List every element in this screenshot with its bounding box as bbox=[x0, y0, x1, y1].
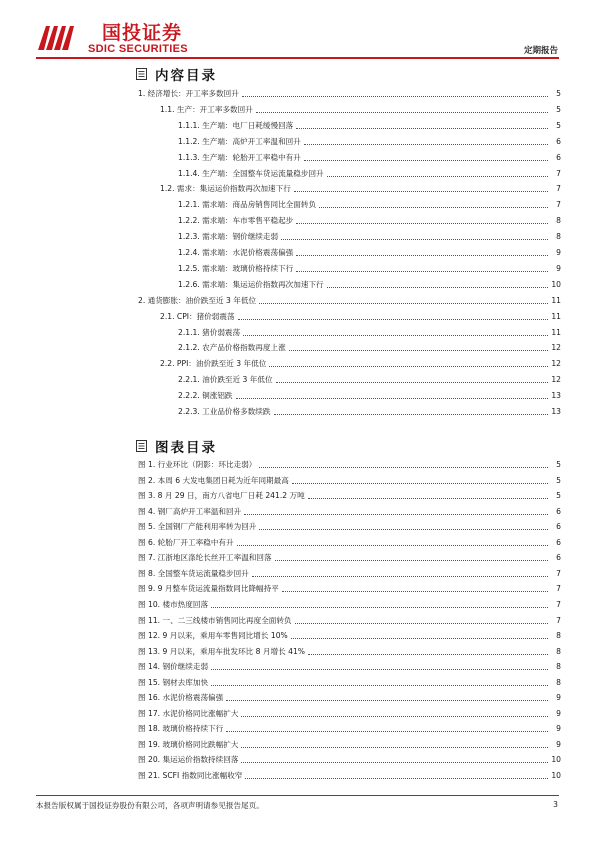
figure-entry-label: 图 8. 全国整车货运流量稳步回升 bbox=[138, 568, 249, 578]
figure-entry-label: 图 21. SCFI 指数同比涨幅收窄 bbox=[138, 771, 243, 780]
toc-entry-page: 13 bbox=[551, 407, 561, 416]
toc-entry-page: 5 bbox=[556, 104, 561, 114]
sdic-logo-icon bbox=[36, 20, 76, 54]
figure-entry-page: 6 bbox=[556, 506, 561, 516]
figure-entry-label: 图 9. 9 月整车货运流量指数同比降幅持平 bbox=[138, 584, 279, 594]
toc-entry-label: 2.2.1. 油价跌至近 3 年低位 bbox=[178, 375, 273, 385]
figure-entry[interactable] bbox=[138, 739, 561, 751]
figure-entry[interactable] bbox=[138, 475, 561, 487]
toc-leader-dots bbox=[243, 335, 548, 336]
figure-entry[interactable] bbox=[138, 583, 561, 595]
figure-leader-dots bbox=[211, 607, 548, 608]
toc-entry-label: 1.1. 生产：开工率多数回升 bbox=[160, 104, 253, 114]
toc-entry-label: 1.2.4. 需求端：水泥价格震荡偏强 bbox=[178, 248, 294, 257]
figure-entry[interactable] bbox=[138, 552, 561, 564]
toc-entry[interactable] bbox=[138, 358, 561, 370]
toc-section-title: 内容目录 bbox=[155, 68, 217, 84]
toc-entry-page: 6 bbox=[556, 152, 561, 162]
figure-entry-label: 图 14. 钢价继续走弱 bbox=[138, 662, 209, 672]
chart-list-icon bbox=[136, 440, 147, 452]
figure-entry[interactable] bbox=[138, 677, 561, 689]
figure-entry[interactable] bbox=[138, 537, 561, 549]
toc-entry-page: 12 bbox=[551, 375, 561, 385]
figure-entry-page: 8 bbox=[556, 631, 561, 641]
figure-section-header bbox=[136, 436, 217, 456]
figure-entry-page: 7 bbox=[556, 584, 561, 594]
toc-entry-label: 2.2.2. 铜涨铝跌 bbox=[178, 391, 233, 401]
toc-entry[interactable] bbox=[138, 136, 561, 148]
toc-leader-dots bbox=[304, 160, 548, 161]
figure-leader-dots bbox=[259, 467, 548, 468]
figure-leader-dots bbox=[295, 623, 548, 624]
figure-entry[interactable] bbox=[138, 568, 561, 580]
toc-entry[interactable] bbox=[138, 88, 561, 100]
footer-divider bbox=[36, 795, 559, 796]
toc-entry[interactable] bbox=[138, 374, 561, 386]
figure-entry-page: 5 bbox=[556, 460, 561, 469]
toc-section-header bbox=[136, 64, 217, 84]
toc-entry-page: 7 bbox=[556, 168, 561, 178]
toc-leader-dots bbox=[289, 350, 548, 351]
toc-entry[interactable] bbox=[138, 104, 561, 116]
toc-entry-label: 1.2.5. 需求端：玻璃价格持续下行 bbox=[178, 263, 294, 273]
figure-entry[interactable] bbox=[138, 521, 561, 533]
footer-disclaimer: 本报告版权属于国投证券股份有限公司，各项声明请参见报告尾页。 bbox=[36, 801, 264, 810]
toc-entry-label: 1.2.3. 需求端：钢价继续走弱 bbox=[178, 232, 279, 242]
toc-leader-dots bbox=[276, 382, 548, 383]
figure-entry-page: 6 bbox=[556, 553, 561, 563]
toc-entry[interactable] bbox=[138, 247, 561, 259]
figure-leader-dots bbox=[308, 498, 548, 499]
figure-entry-page: 9 bbox=[556, 693, 561, 703]
figure-entry-label: 图 10. 楼市热度回落 bbox=[138, 599, 209, 609]
figure-entry[interactable] bbox=[138, 723, 561, 735]
figure-entry-label: 图 13. 9 月以来，乘用车批发环比 8 月增长 41% bbox=[138, 646, 306, 656]
toc-leader-dots bbox=[259, 303, 548, 304]
toc-entry-label: 1.1.4. 生产端：全国整车货运流量稳步回升 bbox=[178, 168, 324, 178]
toc-entry-page: 10 bbox=[551, 279, 561, 289]
toc-entry-label: 2.2. PPI：油价跌至近 3 年低位 bbox=[160, 359, 267, 369]
figure-leader-dots bbox=[245, 778, 548, 779]
toc-entry-page: 13 bbox=[551, 391, 561, 401]
toc-leader-dots bbox=[296, 255, 548, 256]
toc-entry-page: 8 bbox=[556, 216, 561, 226]
toc-entry-label: 2. 通货膨胀：油价跌至近 3 年低位 bbox=[138, 295, 257, 305]
figure-entry-page: 9 bbox=[556, 739, 561, 749]
toc-entry-label: 2.1.2. 农产品价格指数再度上涨 bbox=[178, 343, 286, 353]
toc-entry[interactable] bbox=[138, 183, 561, 195]
figure-entry-page: 8 bbox=[556, 646, 561, 656]
company-logo bbox=[36, 18, 206, 58]
toc-entry-label: 1.1.3. 生产端：轮胎开工率稳中有升 bbox=[178, 152, 301, 162]
figure-leader-dots bbox=[211, 685, 548, 686]
figure-leader-dots bbox=[275, 560, 548, 561]
figure-entry[interactable] bbox=[138, 646, 561, 658]
figure-entry[interactable] bbox=[138, 599, 561, 611]
figure-leader-dots bbox=[226, 731, 548, 732]
figure-entry-page: 6 bbox=[556, 537, 561, 547]
toc-entry-label: 2.2.3. 工业品价格多数续跌 bbox=[178, 407, 271, 416]
figure-entry-label: 图 11. 一、二三线楼市销售同比再度全面转负 bbox=[138, 615, 292, 625]
toc-entry-page: 8 bbox=[556, 232, 561, 242]
toc-leader-dots bbox=[327, 287, 548, 288]
toc-leader-dots bbox=[274, 414, 549, 415]
figure-leader-dots bbox=[282, 591, 548, 592]
figure-entry[interactable] bbox=[138, 506, 561, 518]
toc-entry[interactable] bbox=[138, 342, 561, 354]
figure-entry[interactable] bbox=[138, 708, 561, 720]
figure-entry[interactable] bbox=[138, 770, 561, 782]
figure-entry-page: 8 bbox=[556, 662, 561, 672]
toc-entry[interactable] bbox=[138, 406, 561, 418]
figure-leader-dots bbox=[241, 762, 548, 763]
toc-leader-dots bbox=[242, 96, 548, 97]
figure-entry-label: 图 15. 钢材去库加快 bbox=[138, 677, 209, 687]
toc-entry[interactable] bbox=[138, 311, 561, 323]
toc-entry-page: 11 bbox=[551, 295, 561, 305]
figure-leader-dots bbox=[244, 514, 548, 515]
toc-entry-label: 1.1.1. 生产端：电厂日耗缓慢回落 bbox=[178, 120, 294, 130]
figure-leader-dots bbox=[226, 700, 548, 701]
figure-entry-page: 9 bbox=[556, 724, 561, 734]
document-list-icon bbox=[136, 68, 147, 80]
toc-entry-page: 11 bbox=[551, 327, 561, 337]
toc-entry[interactable] bbox=[138, 168, 561, 180]
toc-leader-dots bbox=[256, 112, 548, 113]
figure-entry-label: 图 4. 钢厂高炉开工率温和回升 bbox=[138, 506, 242, 516]
toc-entry-page: 9 bbox=[556, 248, 561, 257]
figure-entry-page: 8 bbox=[556, 677, 561, 687]
toc-entry-page: 9 bbox=[556, 263, 561, 273]
figure-entry-label: 图 17. 水泥价格同比涨幅扩大 bbox=[138, 708, 239, 718]
toc-entry-label: 2.1. CPI：猪价弱震荡 bbox=[160, 311, 235, 321]
toc-entry-page: 12 bbox=[551, 343, 561, 353]
figure-entry-page: 7 bbox=[556, 599, 561, 609]
figure-entry[interactable] bbox=[138, 459, 561, 471]
report-type-label: 定期报告 bbox=[523, 46, 558, 56]
figure-entry-page: 7 bbox=[556, 615, 561, 625]
toc-leader-dots bbox=[296, 223, 548, 224]
figure-entry-label: 图 3. 8 月 29 日，南方八省电厂日耗 241.2 万吨 bbox=[138, 491, 305, 501]
figure-entry-label: 图 1. 行业环比（阴影：环比走弱） bbox=[138, 460, 257, 469]
toc-entry-label: 1.2.1. 需求端：商品房销售同比全面转负 bbox=[178, 200, 317, 210]
figure-leader-dots bbox=[237, 545, 548, 546]
figure-section-title: 图表目录 bbox=[155, 440, 217, 456]
figure-entry-label: 图 16. 水泥价格震荡偏强 bbox=[138, 693, 224, 703]
figure-entry-page: 10 bbox=[551, 771, 561, 780]
figure-leader-dots bbox=[211, 669, 548, 670]
toc-entry-label: 1.1.2. 生产端：高炉开工率温和回升 bbox=[178, 136, 301, 146]
toc-entry-page: 7 bbox=[556, 200, 561, 210]
toc-leader-dots bbox=[269, 366, 548, 367]
toc-entry[interactable] bbox=[138, 279, 561, 291]
figure-entry-label: 图 7. 江浙地区涤纶长丝开工率温和回落 bbox=[138, 553, 272, 563]
page-header bbox=[0, 0, 595, 62]
toc-entry[interactable] bbox=[138, 215, 561, 227]
figure-entry-label: 图 6. 轮胎厂开工率稳中有升 bbox=[138, 537, 234, 547]
figure-entry-page: 5 bbox=[556, 491, 561, 501]
toc-leader-dots bbox=[236, 398, 548, 399]
toc-leader-dots bbox=[296, 128, 548, 129]
toc-entry[interactable] bbox=[138, 120, 561, 132]
figure-entry[interactable] bbox=[138, 630, 561, 642]
figure-leader-dots bbox=[308, 654, 548, 655]
figure-entry-page: 5 bbox=[556, 475, 561, 485]
toc-entry-label: 1. 经济增长：开工率多数回升 bbox=[138, 89, 239, 98]
figure-entry-page: 9 bbox=[556, 708, 561, 718]
figure-leader-dots bbox=[241, 747, 548, 748]
figure-entry[interactable] bbox=[138, 490, 561, 502]
toc-entry[interactable] bbox=[138, 327, 561, 339]
toc-entry-page: 12 bbox=[551, 359, 561, 369]
toc-entry-page: 7 bbox=[556, 184, 561, 194]
figure-entry-label: 图 2. 本周 6 大发电集团日耗为近年同期最高 bbox=[138, 475, 289, 485]
figure-leader-dots bbox=[252, 576, 548, 577]
toc-entry[interactable] bbox=[138, 199, 561, 211]
figure-entry-label: 图 20. 集运运价指数持续回落 bbox=[138, 755, 239, 765]
figure-entry-page: 7 bbox=[556, 568, 561, 578]
logo-chinese-name: 国投证券 bbox=[102, 22, 183, 44]
figure-leader-dots bbox=[259, 529, 548, 530]
toc-entry-label: 1.2.6. 需求端：集运运价指数再次加速下行 bbox=[178, 279, 324, 289]
toc-entry-label: 1.2.2. 需求端：车市零售平稳起步 bbox=[178, 216, 294, 226]
logo-english-name: SDIC SECURITIES bbox=[88, 43, 188, 55]
figure-entry-label: 图 18. 玻璃价格持续下行 bbox=[138, 724, 224, 734]
figure-entry[interactable] bbox=[138, 615, 561, 627]
toc-entry[interactable] bbox=[138, 231, 561, 243]
toc-leader-dots bbox=[281, 239, 548, 240]
figure-entry-label: 图 5. 全国钢厂产能利用率转为回升 bbox=[138, 522, 257, 532]
figure-entry-page: 6 bbox=[556, 522, 561, 532]
toc-leader-dots bbox=[304, 144, 548, 145]
figure-entry-label: 图 19. 玻璃价格同比跌幅扩大 bbox=[138, 739, 239, 749]
toc-leader-dots bbox=[319, 207, 548, 208]
toc-leader-dots bbox=[327, 176, 548, 177]
toc-leader-dots bbox=[238, 319, 548, 320]
toc-entry-label: 2.1.1. 猪价弱震荡 bbox=[178, 327, 241, 337]
figure-leader-dots bbox=[291, 638, 548, 639]
figure-entry-page: 10 bbox=[551, 755, 561, 765]
toc-leader-dots bbox=[294, 191, 548, 192]
figure-leader-dots bbox=[241, 716, 548, 717]
figure-entry[interactable] bbox=[138, 692, 561, 704]
toc-entry[interactable] bbox=[138, 152, 561, 164]
toc-entry-page: 11 bbox=[551, 311, 561, 321]
toc-entry[interactable] bbox=[138, 263, 561, 275]
toc-entry[interactable] bbox=[138, 390, 561, 402]
toc-entry-page: 6 bbox=[556, 136, 561, 146]
toc-leader-dots bbox=[296, 271, 548, 272]
figure-entry[interactable] bbox=[138, 754, 561, 766]
toc-entry-label: 1.2. 需求：集运运价指数再次加速下行 bbox=[160, 184, 291, 194]
figure-entry-label: 图 12. 9 月以来，乘用车零售同比增长 10% bbox=[138, 631, 288, 641]
header-divider bbox=[36, 57, 559, 59]
page-number: 3 bbox=[553, 800, 558, 809]
figure-leader-dots bbox=[292, 483, 548, 484]
figure-entry[interactable] bbox=[138, 661, 561, 673]
toc-entry[interactable] bbox=[138, 295, 561, 307]
toc-entry-page: 5 bbox=[556, 89, 561, 98]
toc-entry-page: 5 bbox=[556, 120, 561, 130]
